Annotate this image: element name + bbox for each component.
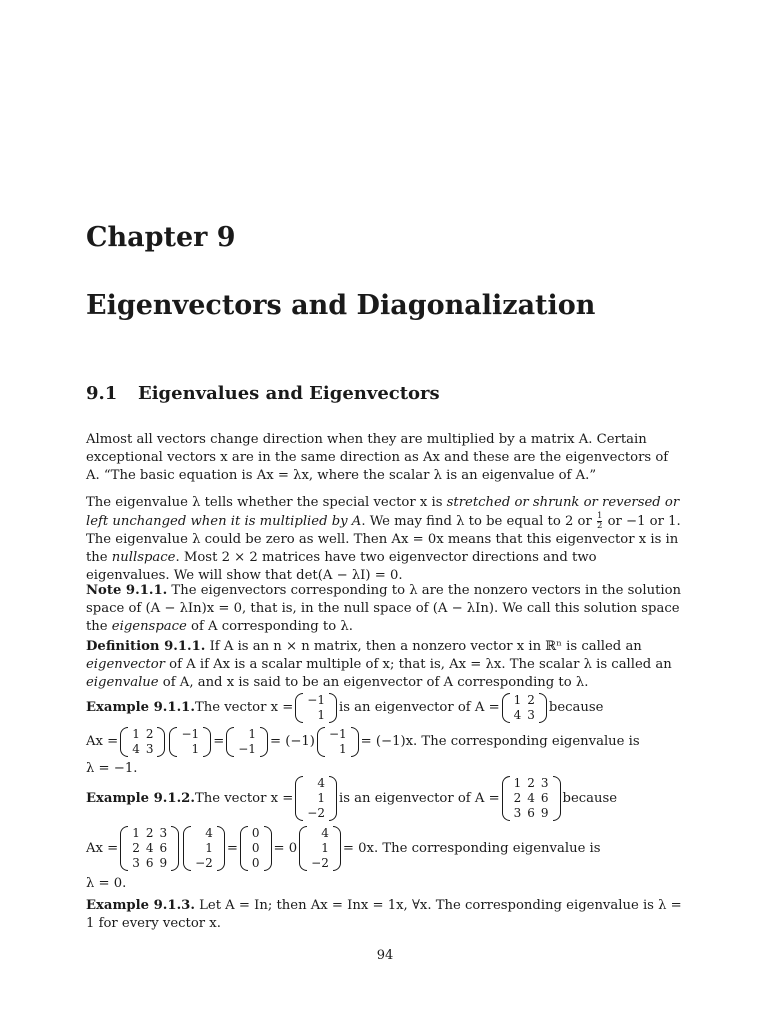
example-1-mid: is an eigenvector of A =	[338, 700, 500, 715]
definition-label: Definition 9.1.1.	[86, 639, 206, 654]
matrix-entry: −1	[238, 742, 256, 756]
page-number: 94	[376, 948, 394, 963]
matrix-entry: 6	[145, 856, 154, 870]
example-2-calc-vector-x	[183, 826, 225, 871]
example-2-mid: is an eigenvector of A =	[338, 790, 500, 806]
section-number: 9.1	[86, 383, 118, 404]
example-2-calc-lead: Ax =	[86, 840, 119, 856]
note-9-1-1	[86, 582, 684, 636]
matrix-row	[235, 742, 259, 757]
matrix-row	[308, 841, 332, 856]
matrix-entry: 4	[513, 708, 522, 722]
example-3-text: Let A = In; then Ax = Inx = 1x, ∀x. The corresponding eigenvalue is λ = 1 for every vector x.	[86, 898, 682, 931]
matrix-entry: 4	[317, 776, 325, 790]
matrix-entry: 2	[145, 727, 154, 741]
matrix-row	[304, 776, 328, 791]
example-1-calc-vector-x	[169, 727, 211, 757]
definition-emphasis-2: eigenvalue	[86, 675, 159, 690]
matrix-entry: 1	[317, 791, 325, 805]
matrix-entry: 6	[540, 791, 549, 805]
matrix-entry: 1	[317, 708, 325, 722]
matrix-entry: 1	[321, 841, 329, 855]
intro-paragraph-1: Almost all vectors change direction when they are multiplied by a matrix A. Certain exceptional vectors x are in the same direction as Ax and these are the eigenvectors of A. “The basic equation is Ax = λx, where the scalar λ is an eigenvalue of A.”	[86, 432, 669, 483]
matrix-entry: 1	[513, 693, 522, 707]
definition-emphasis-1: eigenvector	[86, 657, 165, 672]
matrix-entry: −2	[307, 806, 325, 820]
matrix-entry: 6	[159, 841, 168, 855]
matrix-entry: 1	[205, 841, 213, 855]
matrix-entry: 4	[527, 791, 535, 805]
example-2-matrix-a	[502, 776, 561, 821]
note-emphasis: eigenspace	[111, 619, 187, 634]
matrix-row	[511, 776, 552, 791]
example-1-tail: because	[548, 700, 604, 715]
matrix-entry: 3	[527, 708, 535, 722]
matrix-row	[192, 856, 216, 871]
intro-p2-text-d: . Most 2 × 2 matrices have two eigenvector directions and two eigenvalues. We will show that det(A − λI) = 0.	[86, 550, 597, 583]
matrix-entry: 3	[132, 856, 140, 870]
example-1-label: Example 9.1.1.	[86, 700, 195, 715]
matrix-entry: −2	[311, 856, 329, 870]
intro-p2-text-c: or −1 or 1. The eigenvalue λ could be zero as well. Then Ax = 0x means that this eigenvector x is in the	[86, 514, 681, 565]
matrix-entry: 2	[513, 791, 522, 805]
example-1-calc-matrix-a	[120, 727, 165, 757]
matrix-row	[326, 742, 350, 757]
matrix-entry: 1	[339, 742, 347, 756]
matrix-entry: 4	[145, 841, 154, 855]
matrix-entry: 1	[132, 727, 140, 741]
matrix-entry: −2	[195, 856, 213, 870]
chapter-title: Eigenvectors and Diagonalization	[86, 290, 596, 321]
intro-p2-emphasis: stretched or shrunk or reversed or left unchanged when it is multiplied by A	[86, 495, 680, 529]
example-1-scalar: = (−1)	[269, 734, 315, 749]
matrix-entry: −1	[181, 727, 200, 741]
intro-p2-text-b: . We may find λ to be equal to 2 or	[361, 514, 596, 529]
matrix-row	[129, 856, 170, 871]
example-1-calc-vector-x-2	[317, 727, 359, 757]
matrix-entry: 6	[527, 806, 535, 820]
matrix-row	[249, 856, 263, 871]
matrix-row	[192, 826, 216, 841]
note-text-a: The eigenvectors corresponding to λ are the nonzero vectors in the solution space of (A − λIn)x = 0, that is, in the null space of (A − λIn). We call this solution space the	[86, 583, 682, 634]
example-2-calc-tail: = 0x. The corresponding eigenvalue is	[342, 840, 601, 856]
example-2-statement	[86, 776, 617, 821]
definition-9-1-1	[86, 638, 684, 692]
chapter-label: Chapter 9	[86, 222, 236, 253]
matrix-row	[249, 841, 263, 856]
matrix-row	[178, 727, 202, 742]
example-1-lead: The vector x =	[194, 700, 294, 715]
fraction-one-half	[597, 512, 602, 531]
example-2-calc-matrix-a	[120, 826, 179, 871]
intro-paragraph-2	[86, 494, 684, 585]
definition-text-b: of A if Ax is a scalar multiple of x; that is, Ax = λx. The scalar λ is called an	[164, 657, 672, 672]
example-2-label: Example 9.1.2.	[86, 790, 195, 806]
intro-p2-emphasis-2: nullspace	[111, 550, 176, 565]
example-2-calc-vector-x-2	[299, 826, 341, 871]
matrix-entry: 3	[145, 742, 154, 756]
note-label: Note 9.1.1.	[86, 583, 168, 598]
section-heading	[86, 383, 440, 404]
matrix-entry: 2	[145, 826, 154, 840]
note-text-b: of A corresponding to λ.	[186, 619, 353, 634]
example-1-statement	[86, 693, 603, 723]
example-9-1-3	[86, 897, 684, 933]
matrix-entry: 1	[248, 727, 256, 741]
matrix-row	[511, 791, 552, 806]
example-2-lead: The vector x =	[194, 790, 294, 806]
matrix-row	[304, 693, 328, 708]
matrix-row	[304, 806, 328, 821]
example-2-calculation	[86, 826, 601, 871]
matrix-entry: 4	[321, 826, 329, 840]
matrix-entry: 9	[540, 806, 549, 820]
matrix-row	[304, 708, 328, 723]
matrix-entry: 3	[159, 826, 168, 840]
fraction-numerator: 1	[596, 511, 603, 521]
example-1-calc-tail: = (−1)x. The corresponding eigenvalue is	[360, 734, 640, 749]
example-2-calc-result	[240, 826, 272, 871]
matrix-entry: 1	[191, 742, 200, 756]
matrix-row	[249, 826, 263, 841]
example-1-matrix-a	[502, 693, 547, 723]
matrix-entry: 1	[513, 776, 522, 790]
matrix-entry: −1	[307, 693, 325, 707]
intro-p2-text-a: The eigenvalue λ tells whether the special vector x is	[86, 495, 447, 510]
example-1-result: λ = −1.	[86, 761, 138, 776]
matrix-row	[511, 693, 538, 708]
fraction-denominator: 2	[596, 521, 603, 531]
matrix-row	[304, 791, 328, 806]
matrix-row	[308, 856, 332, 871]
example-1-calculation	[86, 727, 640, 757]
example-1-calc-result	[226, 727, 268, 757]
matrix-row	[129, 826, 170, 841]
matrix-row	[511, 708, 538, 723]
matrix-row	[129, 841, 170, 856]
example-2-vector-x	[295, 776, 337, 821]
matrix-entry: 3	[540, 776, 549, 790]
matrix-entry: −1	[328, 727, 347, 741]
matrix-entry: 0	[251, 856, 260, 870]
matrix-row	[308, 826, 332, 841]
section-title: Eigenvalues and Eigenvectors	[138, 383, 440, 404]
matrix-entry: 2	[527, 776, 535, 790]
matrix-entry: 9	[159, 856, 168, 870]
definition-text-c: of A, and x is said to be an eigenvector of A corresponding to λ.	[158, 675, 589, 690]
example-2-tail: because	[562, 790, 618, 806]
matrix-row	[326, 727, 350, 742]
matrix-row	[129, 742, 156, 757]
matrix-row	[235, 727, 259, 742]
example-2-result: λ = 0.	[86, 876, 127, 891]
example-1-calc-lead: Ax =	[86, 734, 119, 749]
example-2-scalar: = 0	[273, 840, 298, 856]
matrix-entry: 2	[527, 693, 535, 707]
matrix-entry: 0	[251, 841, 260, 855]
example-1-vector-x	[295, 693, 337, 723]
example-1-equals: =	[213, 734, 225, 749]
matrix-row	[178, 742, 202, 757]
matrix-entry: 3	[513, 806, 522, 820]
matrix-row	[511, 806, 552, 821]
matrix-row	[192, 841, 216, 856]
matrix-entry: 2	[132, 841, 140, 855]
matrix-entry: 4	[205, 826, 213, 840]
matrix-entry: 0	[251, 826, 260, 840]
example-3-label: Example 9.1.3.	[86, 898, 195, 913]
matrix-row	[129, 727, 156, 742]
matrix-entry: 4	[132, 742, 140, 756]
example-2-equals: =	[226, 840, 238, 856]
definition-text-a: If A is an n × n matrix, then a nonzero vector x in ℝⁿ is called an	[205, 639, 642, 654]
matrix-entry: 1	[132, 826, 140, 840]
